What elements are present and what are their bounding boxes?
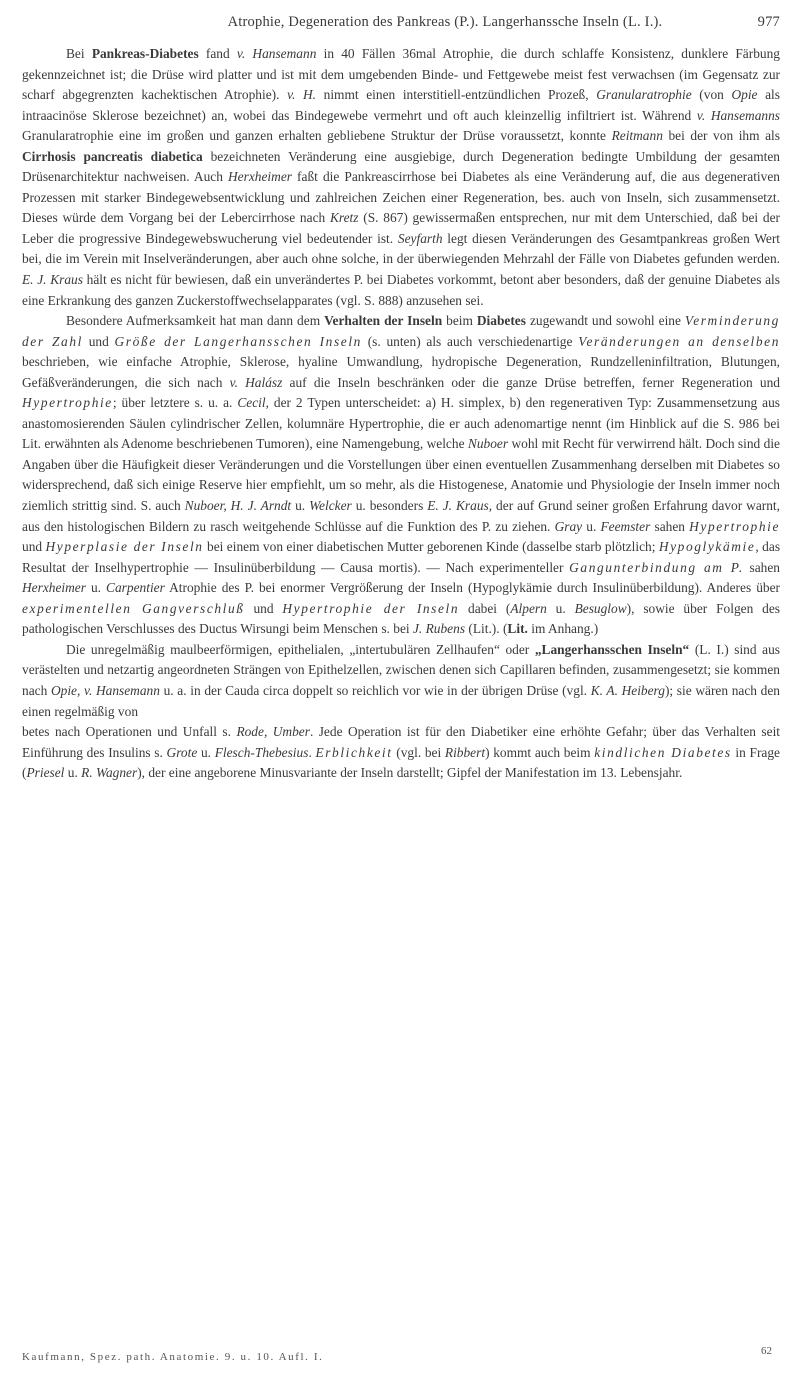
emphasis-text: Besuglow [574,600,627,616]
emphasis-text: kindlichen Diabetes [594,744,732,760]
emphasis-text: E. J. Kraus [427,498,489,514]
text-run: beschrieben, wie einfache Atrophie, Sklerose, hyaline Umwandlung, hydropische Degeneration, Rundzelleninfiltration, Blutungen, Gefäßveränderungen, die sich nach [22,354,780,390]
text-run: (vgl. bei [392,744,445,760]
text-run: (L. I.) sind aus verästelten und netzartig angeordneten Strängen von Epithelzellen, zwischen denen sich Capillaren befinden, zusammengesetzt; sie kommen nach [22,641,780,698]
text-run: im Anhang.) [527,621,599,637]
text-run: , der 2 Typen unterscheidet: a) H. simplex, b) den regenerativen Typ: Zusammensetzung aus anastomosierenden Säulen cylindrischer Zellen, kolumnäre Hypertrophie, die er auch adenomartige nennt (im Hinblick auf die S. 986 bei Lit. erwähnten als Adenome beschriebenen Tumoren), eine Namengebung, welche [22,395,781,452]
emphasis-text: Hypoglykämie [658,539,756,555]
emphasis-text: Alpern [510,600,547,616]
emphasis-text: Erblichkeit [315,744,393,760]
emphasis-text: J. Rubens [412,621,466,637]
text-run: und [82,333,115,349]
running-header [110,14,780,36]
emphasis-text: Carpentier [106,580,165,596]
text-run: Bei [66,46,92,61]
text-run: , das Resultat der Inselhypertrophie — Insulinüberbildung — Causa mortis). — Nach experimenteller [22,539,781,575]
text-run: betes nach Operationen und Unfall s. [22,724,237,740]
emphasis-text: Ribbert [444,744,486,760]
emphasis-text: Herxheimer [228,169,292,185]
emphasis-text: Pankreas-Diabetes [91,46,199,61]
text-run: legt diesen Veränderungen des Gesamtpankreas großen Wert bei, die im Verein mit Inselveränderungen, aber auch ohne solche, in der überwiegenden Mehrzahl der Fälle von Diabetes gefunden werden. [22,230,781,267]
paragraph-continuation [22,722,780,784]
text-run: Granularatrophie eine im großen und ganzen erhalten gebliebene Struktur der Drüse voraussetzt, konnte [22,128,612,144]
text-run: (s. unten) als auch verschiedenartige [361,333,579,349]
text-run: u. besonders [351,498,428,514]
text-run: wohl mit Recht für verwirrend hält. Doch sind die Angaben über die Häufigkeit dieser Veränderungen und die Vorstellungen über einen eventuellen Zusammenhang derselben mit Diabetes so widersprechend, daß sich einige Reserve hier empfiehlt, um so mehr, als die Histogenese, Anatomie und Physiologie der Inseln immer noch ziemlich strittig sind. S. auch [22,436,780,514]
text-run: beim [442,313,477,329]
text-run: ), der eine angeborene Minusvariante der Inseln darstellt; Gipfel der Manifestation im 13. Lebensjahr. [137,765,683,781]
text-run: (Lit.). ( [465,621,508,637]
emphasis-text: Cecil [237,395,266,411]
paragraph [22,640,780,722]
text-run: sahen [650,518,690,534]
emphasis-text: Veränderungen an denselben [578,333,781,349]
emphasis-text: v. Hansemann [236,46,317,61]
text-run: u. [582,518,601,534]
emphasis-text: experimentellen Gangverschluß [22,600,245,616]
emphasis-text: Hypertrophie [689,518,780,534]
text-run: , der auf Grund seiner großen Erfahrung davor warnt, aus den histologischen Bildern zu rasch weitgehende Schlüsse auf die Funktion des P. zu ziehen. [22,498,780,534]
text-run: u. a. in der Cauda circa doppelt so reichlich vor wie in der übrigen Drüse (vgl. [159,682,591,698]
text-run: dabei ( [459,600,511,616]
footer-citation: Kaufmann, Spez. path. Anatomie. 9. u. 10. Aufl. I. [22,1351,324,1363]
emphasis-text: Reitmann [611,128,663,144]
paragraph [22,44,780,311]
text-run: auf die Inseln beschränken oder die ganze Drüse betreffen, ferner Regeneration und [282,374,781,390]
text-run: und [244,600,283,616]
emphasis-text: Priesel [26,765,65,781]
emphasis-text: Seyfarth [397,230,443,246]
emphasis-text: Cirrhosis pancreatis diabetica [22,148,203,164]
text-run: zugewandt und sowohl eine [525,313,685,329]
text-run: nimmt einen interstitiell-entzündlichen Prozeß, [316,87,597,103]
emphasis-text: v. H. [287,87,317,103]
emphasis-text: Nuboer [467,436,509,452]
paragraph [22,311,780,640]
emphasis-text: Diabetes [476,313,526,329]
text-run: sahen [743,559,780,575]
emphasis-text: Herxheimer [22,580,86,596]
text-run: bei einem von einer diabetischen Mutter geborenen Kinde (dasselbe starb plötzlich; [203,539,659,555]
emphasis-text: K. A. Heiberg [590,682,665,698]
text-run: bezeichneten Veränderung eine ausgiebige, durch Degeneration bedingte Umbildung der gesamten Drüsenarchitektur nachweisen. Auch [22,148,780,185]
printer-signature: 62 [761,1345,772,1357]
emphasis-text: Opie [731,87,758,103]
text-run: . Jede Operation ist für den Diabetiker eine erhöhte Gefahr; über das Verhalten seit Einführung des Insulins s. [22,724,781,760]
text-run: hält es nicht für bewiesen, daß ein unverändertes P. bei Diabetes vorkommt, betont aber besonders, daß der genuine Diabetes als eine Erkrankung des ganzen Zuckerstoffwechselapparates (vgl. S. 888) anzusehen sei. [22,272,780,308]
text-run: u. [197,744,215,760]
emphasis-text: Hypertrophie der Inseln [282,600,460,616]
emphasis-text: R. Wagner [81,765,138,781]
emphasis-text: Rode, Umber [236,724,310,740]
emphasis-text: Hyperplasie der Inseln [45,539,204,555]
emphasis-text: Flesch-Thebesius [214,744,309,760]
emphasis-text: Gangunterbindung am P. [569,559,744,575]
text-run: (von [691,87,732,103]
text-run: (S. 867) gewissermaßen entsprechen, nur mit dem Unterschied, daß bei der Leber die progressive Bindegewebswucherung viel bedeutender ist. [22,210,781,246]
emphasis-text: Verminderung der Zahl [22,313,780,349]
text-run: . [308,744,316,760]
text-run: u. [64,765,82,781]
text-run: und [22,539,46,555]
text-run: Besondere Aufmerksamkeit hat man dann dem [66,313,325,329]
emphasis-text: Grote [166,744,198,760]
emphasis-text: v. Halász [229,374,283,390]
emphasis-text: E. J. Kraus [22,272,83,288]
emphasis-text: Granularatrophie [596,87,692,103]
emphasis-text: v. Hansemanns [696,107,780,123]
text-run: faßt die Pankreascirrhose bei Diabetes als eine Veränderung auf, die aus degenerativen Prozessen mit starker Bindegewebsentwicklung und zahlreichen Zeichen einer Regeneration, bes. auch von Inseln, sich zusammensetzt. Dieses würde dem Vorgang bei der Lebercirrhose nach [22,169,780,226]
page-number: 977 [757,14,780,30]
emphasis-text: „Langerhansschen Inseln“ [534,641,690,657]
text-run: u. [546,600,575,616]
text-run: ) kommt auch beim [485,744,595,760]
text-run: in Frage ( [22,744,780,781]
emphasis-text: Lit. [507,621,528,637]
text-run: in 40 Fällen 36mal Atrophie, die durch schlaffe Konsistenz, dunklere Färbung gekennzeichnet ist; die Drüse wird platter und ist mit dem umgebenden Binde- und Fettgewebe meist fest verwachsen (im Gegensatz zur scharf abgegrenzten kachektischen Atrophie). [22,46,780,103]
text-run: fand [198,46,237,61]
emphasis-text: Nuboer, H. J. Arndt [184,498,292,514]
body-text [22,44,780,784]
running-title: Atrophie, Degeneration des Pankreas (P.). Langerhanssche Inseln (L. I.). [227,14,663,30]
text-run: u. [85,580,107,596]
text-run: u. [291,498,310,514]
emphasis-text: Kretz [329,210,359,226]
emphasis-text: Größe der Langerhansschen Inseln [114,333,362,349]
text-run: als intraacinöse Sklerose bezeichnet) an, wobei das Bindegewebe vermehrt und oft auch kleinzellig infiltriert ist. Während [22,87,780,123]
text-run: Die unregelmäßig maulbeerförmigen, epithelialen, „intertubulären Zellhaufen“ oder [66,641,535,657]
text-run: ), sowie über Folgen des pathologischen Verschlusses des Ductus Wirsungi beim Menschen s. bei [22,600,780,637]
text-run: bei der von ihm als [662,128,780,144]
emphasis-text: Feemster [600,518,651,534]
text-run: ; über letztere s. u. a. [112,395,238,411]
emphasis-text: Verhalten der Inseln [324,313,443,329]
text-run: Atrophie des P. bei enormer Vergrößerung der Inseln (Hypoglykämie durch Insulinüberbildung). Anderes über [164,580,780,596]
emphasis-text: Welcker [309,498,352,514]
emphasis-text: Hypertrophie [22,395,113,411]
text-run: ); sie wären nach den einen regelmäßig von [22,682,780,719]
emphasis-text: Opie, v. Hansemann [50,682,160,698]
emphasis-text: Gray [554,518,583,534]
